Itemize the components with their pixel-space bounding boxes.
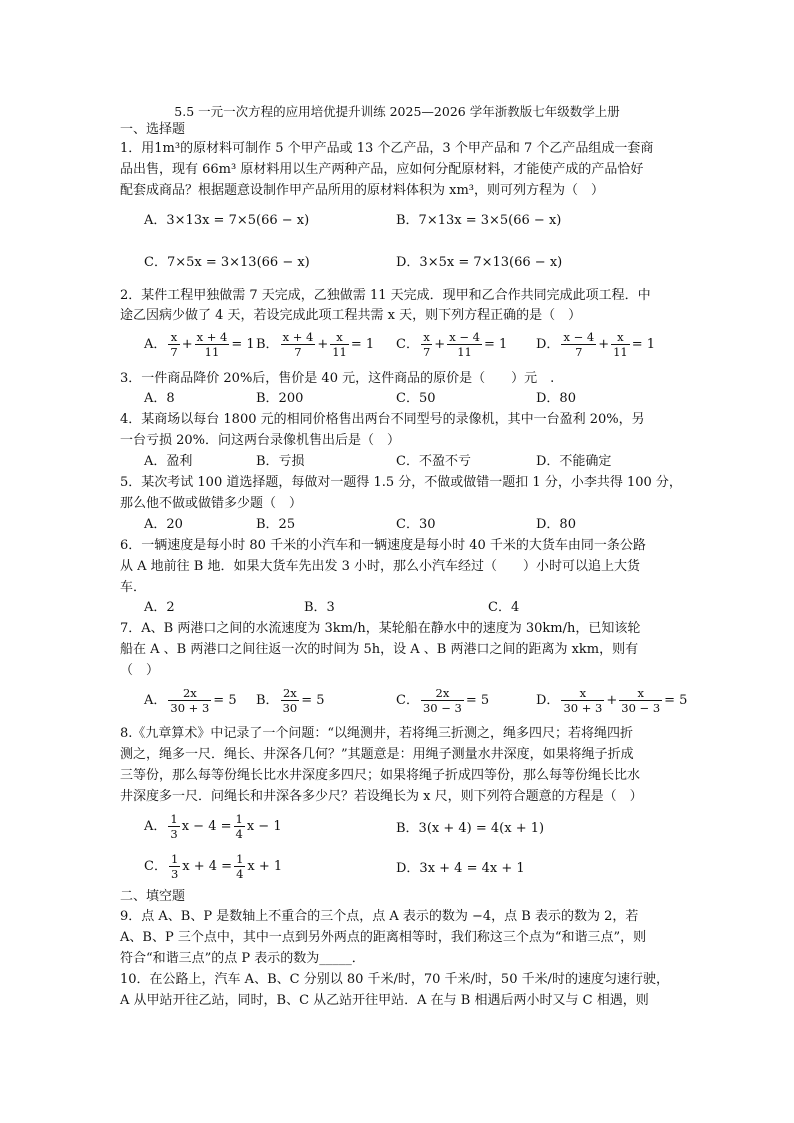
q1-text-2: 品出售，现有 66m³ 原材料用以生产两种产品，应如何分配原材料，才能使产成的产品恰好: [120, 162, 644, 177]
q5-text-1: 5．某次考试 100 道选择题，每做对一题得 1.5 分，不做或做错一题扣 1 分，小李共得 100 分，: [120, 475, 682, 490]
q8-option-c: C． $\frac{1}{3}$ x + 4 = $\frac{1}{4}$ x + 1: [144, 852, 283, 881]
q6-text-1: 6．一辆速度是每小时 80 千米的小汽车和一辆速度是每小时 40 千米的大货车由同一条公路: [120, 538, 646, 553]
q3-option-b: B．200: [256, 391, 304, 406]
q6-option-c: C．4: [488, 600, 520, 615]
q6-text-2: 从 A 地前往 B 地．如果大货车先出发 3 小时，那么小汽车经过（ ）小时可以追上大货: [120, 559, 641, 574]
q8-text-1: 8.《九章算术》中记录了一个问题：“以绳测井，若将绳三折测之，绳多四尺；若将绳四折: [120, 726, 634, 741]
q2-option-b: B． $\frac{x + 4}{7}$ + $\frac{x}{11}$ = 1: [256, 330, 375, 359]
q8-text-4: 井深度多一尺．问绳长和井深各多少尺？若设绳长为 x 尺，则下列符合题意的方程是（ ）: [120, 789, 643, 804]
q4-option-a: A．盈利: [144, 454, 193, 469]
section-heading-choice: 一、选择题: [120, 122, 186, 137]
page-title: 5.5 一元一次方程的应用培优提升训练 2025—2026 学年浙教版七年级数学上册: [174, 104, 620, 119]
q2-text-2: 途乙因病少做了 4 天，若设完成此项工程共需 x 天，则下列方程正确的是（ ）: [120, 308, 582, 323]
q2-option-d: D． $\frac{x - 4}{7}$ + $\frac{x}{11}$ = 1: [536, 330, 656, 359]
q10-text-1: 10．在公路上，汽车 A、B、C 分别以 80 千米/时，70 千米/时，50 千米/时的速度匀速行驶，: [120, 972, 669, 987]
q3-option-d: D．80: [536, 391, 576, 406]
q4-option-b: B．亏损: [256, 454, 305, 469]
q8-option-d: D．3x + 4 = 4x + 1: [396, 861, 525, 876]
q2-option-c: C． $\frac{x}{7}$ + $\frac{x - 4}{11}$ = 1: [396, 330, 508, 359]
q4-option-d: D．不能确定: [536, 454, 612, 469]
q9-text-1: 9．点 A、B、P 是数轴上不重合的三个点，点 A 表示的数为 −4，点 B 表示的数为 2，若: [120, 909, 639, 924]
q9-text-2: A、B、P 三个点中，其中一点到另外两点的距离相等时，我们称这三个点为“和谐三点”，则: [120, 930, 647, 945]
q1-option-a: A．3×13x = 7×5(66 − x): [144, 213, 310, 228]
q4-text-1: 4．某商场以每台 1800 元的相同价格售出两台不同型号的录像机，其中一台盈利 20%，另: [120, 412, 645, 427]
q3-option-a: A．8: [144, 391, 175, 406]
q2-text-1: 2．某件工程甲独做需 7 天完成，乙独做需 11 天完成．现甲和乙合作共同完成此项工程．中: [120, 288, 651, 303]
q3-text-1: 3．一件商品降价 20%后，售价是 40 元，这件商品的原价是（ ）元 .: [120, 371, 555, 386]
q7-option-d: D． $\frac{x}{30 + 3}$ + $\frac{x}{30 - 3}$ = 5: [536, 686, 688, 715]
q5-option-a: A．20: [144, 517, 183, 532]
q7-option-a: A． $\frac{2x}{30 + 3}$ = 5: [144, 686, 237, 715]
q5-option-b: B．25: [256, 517, 296, 532]
q7-text-2: 船在 A 、B 两港口之间往返一次的时间为 5h，设 A 、B 两港口之间的距离为 xkm，则有: [120, 642, 639, 657]
q8-option-b: B．3(x + 4) = 4(x + 1): [396, 821, 545, 836]
q7-option-c: C． $\frac{2x}{30 - 3}$ = 5: [396, 686, 490, 715]
q5-option-d: D．80: [536, 517, 576, 532]
q10-text-2: A 从甲站开往乙站，同时，B、C 从乙站开往甲站．A 在与 B 相遇后两小时又与 C 相遇，则: [120, 993, 649, 1008]
q6-option-b: B．3: [304, 600, 335, 615]
q7-option-b: B． $\frac{2x}{30}$ = 5: [256, 686, 325, 715]
q8-text-2: 测之，绳多一尺．绳长、井深各几何？”其题意是：用绳子测量水井深度，如果将绳子折成: [120, 747, 634, 762]
q4-text-2: 一台亏损 20%．问这两台录像机售出后是（ ）: [120, 433, 401, 448]
q5-text-2: 那么他不做或做错多少题（ ）: [120, 496, 303, 511]
q9-text-3: 符合“和谐三点”的点 P 表示的数为_____．: [120, 951, 365, 966]
q6-text-3: 车．: [120, 580, 147, 595]
q1-text-1: 1．用1m³的原材料可制作 5 个甲产品或 13 个乙产品，3 个甲产品和 7 个乙产品组成一套商: [120, 141, 654, 156]
q8-option-a: A． $\frac{1}{3}$ x − 4 = $\frac{1}{4}$ x − 1: [144, 812, 282, 841]
q1-text-3: 配套成商品？根据题意设制作甲产品所用的原材料体积为 xm³，则可列方程为（ ）: [120, 183, 605, 198]
q7-text-1: 7．A、B 两港口之间的水流速度为 3km/h，某轮船在静水中的速度为 30km/h，已知该轮: [120, 621, 641, 636]
q3-option-c: C．50: [396, 391, 436, 406]
q2-option-a: A． $\frac{x}{7}$ + $\frac{x + 4}{11}$ = 1: [144, 330, 255, 359]
q5-option-c: C．30: [396, 517, 436, 532]
q7-text-3: （ ）: [120, 663, 160, 678]
q6-option-a: A．2: [144, 600, 175, 615]
q1-option-d: D．3×5x = 7×13(66 − x): [396, 255, 563, 270]
q1-option-b: B．7×13x = 3×5(66 − x): [396, 213, 562, 228]
q4-option-c: C．不盈不亏: [396, 454, 471, 469]
section-heading-fill: 二、填空题: [120, 889, 186, 904]
q1-option-c: C．7×5x = 3×13(66 − x): [144, 255, 310, 270]
q8-text-3: 三等份，那么每等份绳长比水井深度多四尺；如果将绳子折成四等份，那么每等份绳长比水: [120, 768, 641, 783]
